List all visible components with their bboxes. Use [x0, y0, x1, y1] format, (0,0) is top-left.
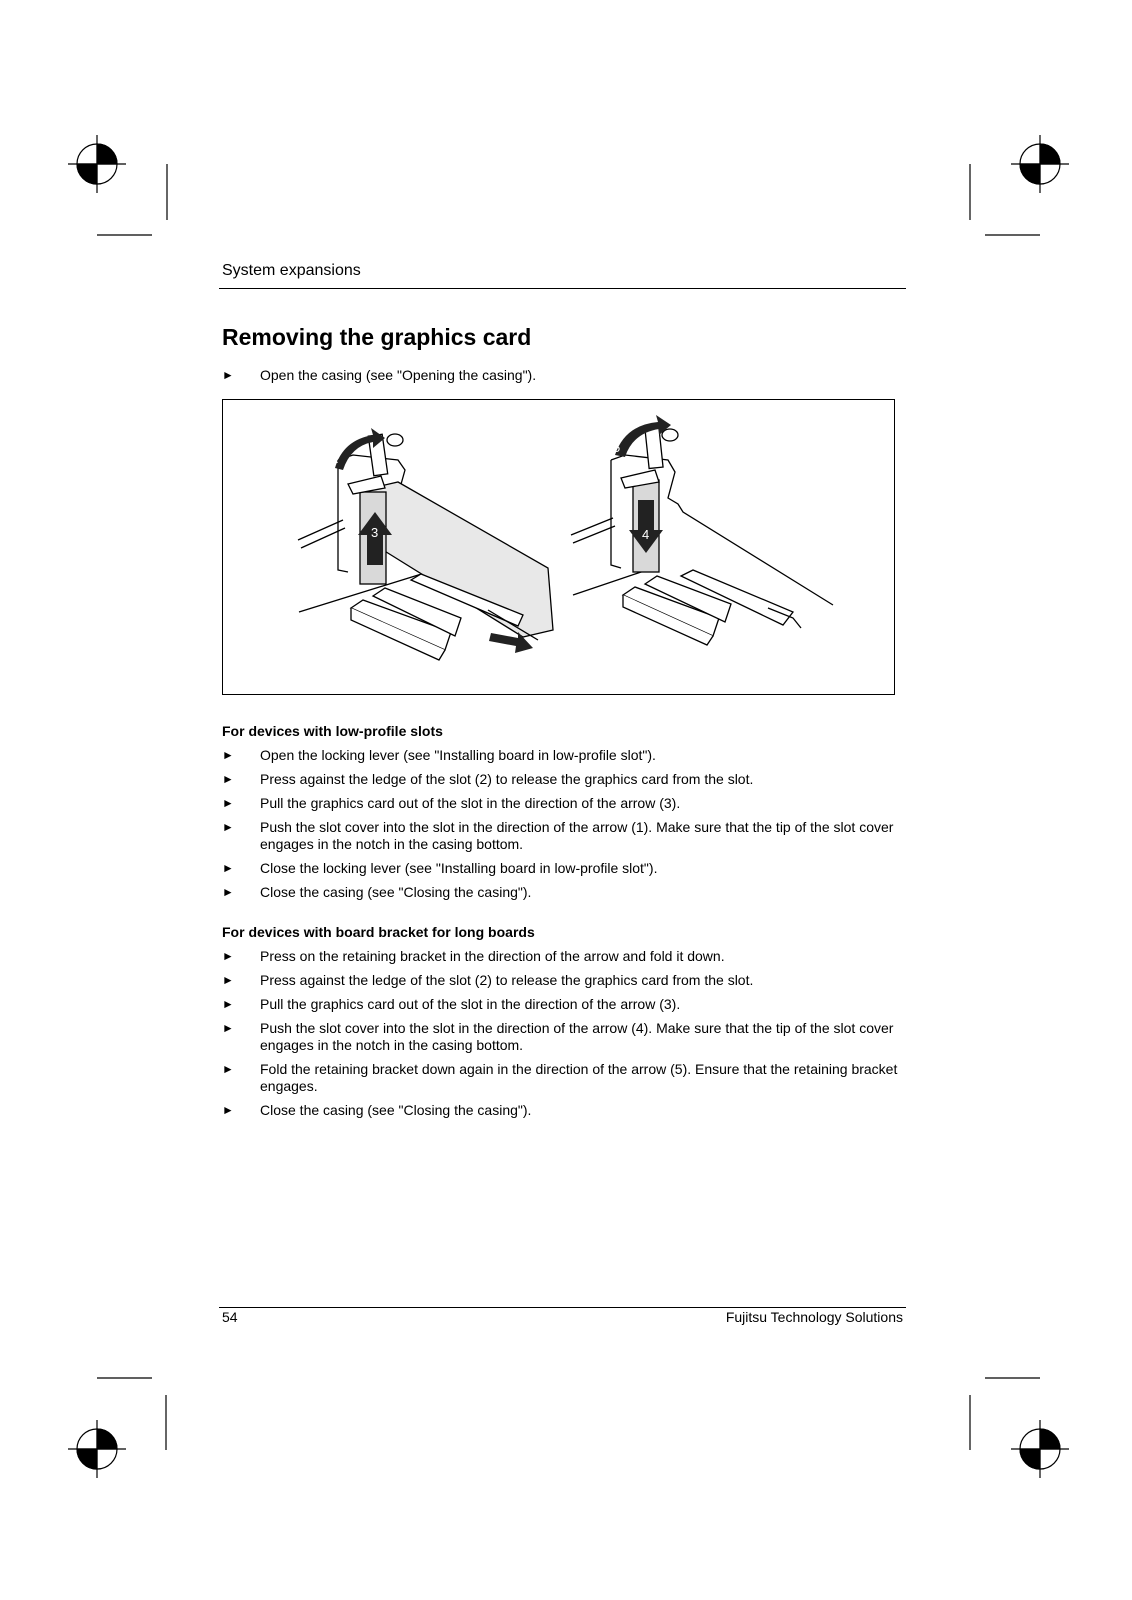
callout-2: 2: [499, 642, 507, 657]
step-text: Press on the retaining bracket in the direction of the arrow and fold it down.: [260, 948, 725, 964]
step-text: Close the casing (see "Closing the casing").: [260, 1102, 532, 1118]
section-header: System expansions: [222, 262, 361, 279]
illustration-drawing: [223, 400, 894, 694]
crop-mark-top-left: [68, 135, 167, 235]
bullet-arrow-icon: ►: [222, 772, 234, 786]
callout-1: 1: [331, 451, 339, 466]
list-item: [222, 948, 910, 965]
callout-4: 4: [642, 527, 650, 542]
bullet-arrow-icon: ►: [222, 973, 234, 987]
bullet-arrow-icon: ►: [222, 1021, 234, 1035]
list-item: [222, 1102, 910, 1119]
step-text: Press against the ledge of the slot (2) to release the graphics card from the slot.: [260, 771, 754, 787]
list-item: [222, 860, 910, 877]
callout-5: 5: [613, 440, 621, 455]
bullet-arrow-icon: ►: [222, 949, 234, 963]
right-scene: [571, 427, 833, 645]
callout-3: 3: [371, 525, 379, 540]
step-text: Close the casing (see "Closing the casing").: [260, 884, 532, 900]
page-title: Removing the graphics card: [222, 324, 532, 350]
step-text: Open the locking lever (see "Installing board in low-profile slot").: [260, 747, 656, 763]
list-item: [222, 884, 910, 901]
step-text: Pull the graphics card out of the slot in the direction of the arrow (3).: [260, 795, 681, 811]
bullet-arrow-icon: ►: [222, 368, 234, 382]
footer-rule: [219, 1307, 906, 1308]
step-text: Fold the retaining bracket down again in the direction of the arrow (5). Ensure that the retaining bracket engages.: [260, 1061, 898, 1094]
list-item: [222, 795, 910, 812]
long-boards-section: [222, 924, 910, 1126]
list-item: [222, 1020, 910, 1054]
bullet-arrow-icon: ►: [222, 820, 234, 834]
crop-mark-bottom-right: [970, 1378, 1069, 1478]
list-item: [222, 972, 910, 989]
bullet-arrow-icon: ►: [222, 1062, 234, 1076]
crop-mark-bottom-left: [68, 1378, 166, 1478]
low-profile-section: [222, 723, 910, 908]
header-rule: [219, 288, 906, 289]
bullet-arrow-icon: ►: [222, 1103, 234, 1117]
bullet-arrow-icon: ►: [222, 885, 234, 899]
list-item: [222, 996, 910, 1013]
bullet-arrow-icon: ►: [222, 997, 234, 1011]
list-item: [222, 1061, 910, 1095]
list-item: [222, 367, 910, 384]
page-number: 54: [222, 1309, 238, 1325]
step-text: Press against the ledge of the slot (2) to release the graphics card from the slot.: [260, 972, 754, 988]
bullet-arrow-icon: ►: [222, 748, 234, 762]
list-item: [222, 771, 910, 788]
step-text: Push the slot cover into the slot in the direction of the arrow (4). Make sure that the tip of the slot cover engages in the notch in the casing bottom.: [260, 1020, 894, 1053]
step-text: Pull the graphics card out of the slot in the direction of the arrow (3).: [260, 996, 681, 1012]
intro-step: [222, 367, 910, 391]
step-text: Close the locking lever (see "Installing board in low-profile slot").: [260, 860, 658, 876]
low-profile-steps: [222, 747, 910, 901]
bullet-arrow-icon: ►: [222, 796, 234, 810]
crop-mark-top-right: [970, 135, 1069, 235]
low-profile-heading: For devices with low-profile slots: [222, 723, 443, 739]
long-boards-steps: [222, 948, 910, 1119]
step-text: Push the slot cover into the slot in the direction of the arrow (1). Make sure that the tip of the slot cover engages in the notch in the casing bottom.: [260, 819, 894, 852]
list-item: [222, 819, 910, 853]
footer-company: Fujitsu Technology Solutions: [725, 1309, 903, 1325]
graphics-card-illustration: [222, 399, 895, 695]
list-item: [222, 747, 910, 764]
long-boards-heading: For devices with board bracket for long boards: [222, 924, 535, 940]
bullet-arrow-icon: ►: [222, 861, 234, 875]
step-text: Open the casing (see "Opening the casing").: [260, 367, 537, 383]
